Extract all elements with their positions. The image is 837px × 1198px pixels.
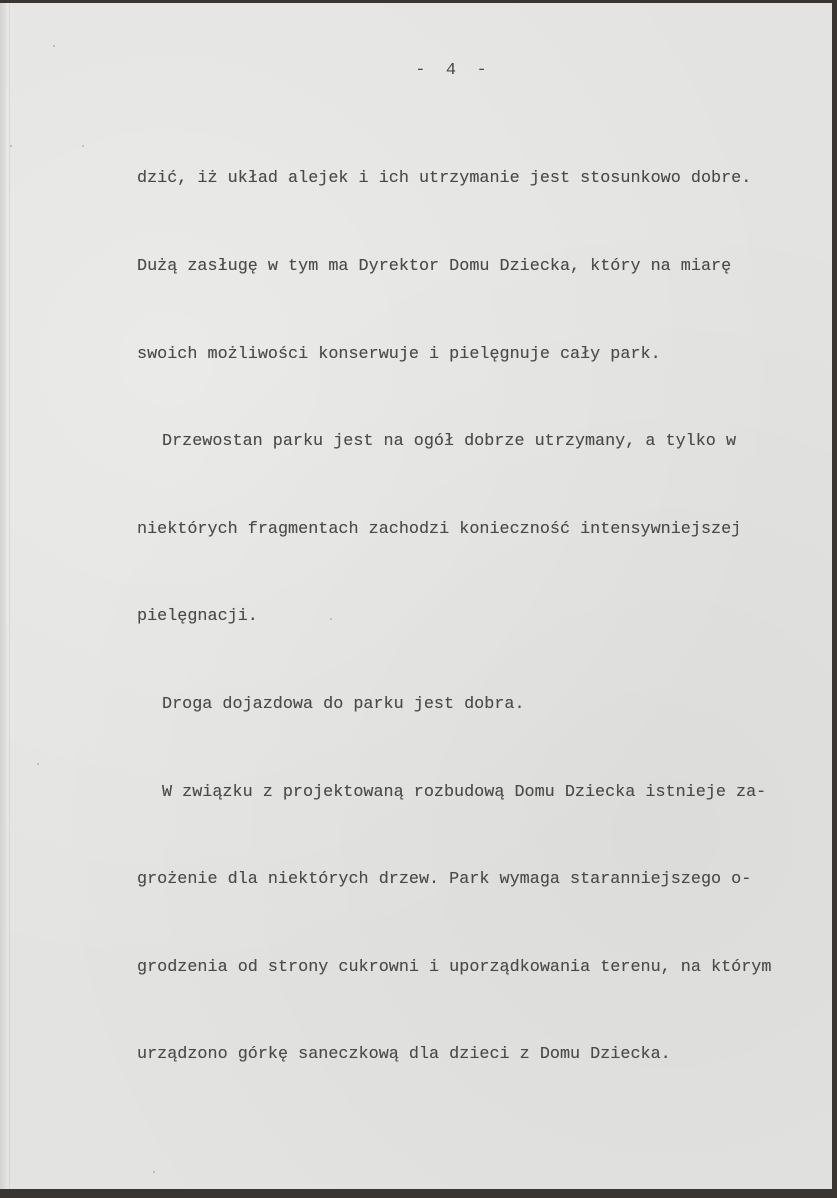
text-line: Dużą zasługę w tym ma Dyrektor Domu Dziecka, który na miarę: [137, 257, 732, 276]
page-number: - 4 -: [415, 61, 487, 80]
body-text: [137, 106, 771, 1128]
page-crease: [9, 3, 10, 1189]
text-line-paragraph-start: Drzewostan parku jest na ogół dobrze utrzymany, a tylko w: [162, 432, 737, 452]
text-line: grodzenia od strony cukrowni i uporządkowania terenu, na którym: [137, 957, 772, 977]
text-line: grożenie dla niektórych drzew. Park wymaga staranniejszego o-: [137, 870, 752, 890]
paper-speck: [53, 45, 55, 47]
text-line: dzić, iż układ alejek i ich utrzymanie jest stosunkowo dobre.: [137, 169, 752, 189]
text-line-paragraph-start: W związku z projektowaną rozbudową Domu Dziecka istnieje za-: [162, 782, 767, 802]
text-line: pielęgnacji.: [137, 607, 258, 627]
paper-speck: [82, 145, 84, 147]
document-page: [0, 3, 832, 1189]
text-line: swoich możliwości konserwuje i pielęgnuje cały park.: [137, 344, 661, 364]
page-left-edge: [0, 3, 6, 1189]
paper-speck: [37, 763, 39, 765]
text-line: urządzono górkę saneczkową dla dzieci z Domu Dziecka.: [137, 1045, 671, 1065]
text-line-paragraph-start: Droga dojazdowa do parku jest dobra.: [162, 694, 525, 714]
paper-speck: [10, 145, 12, 147]
paper-speck: [153, 1171, 155, 1173]
text-line: niektórych fragmentach zachodzi konieczność intensywniejszej: [137, 519, 742, 539]
paper-speck: [330, 618, 332, 620]
